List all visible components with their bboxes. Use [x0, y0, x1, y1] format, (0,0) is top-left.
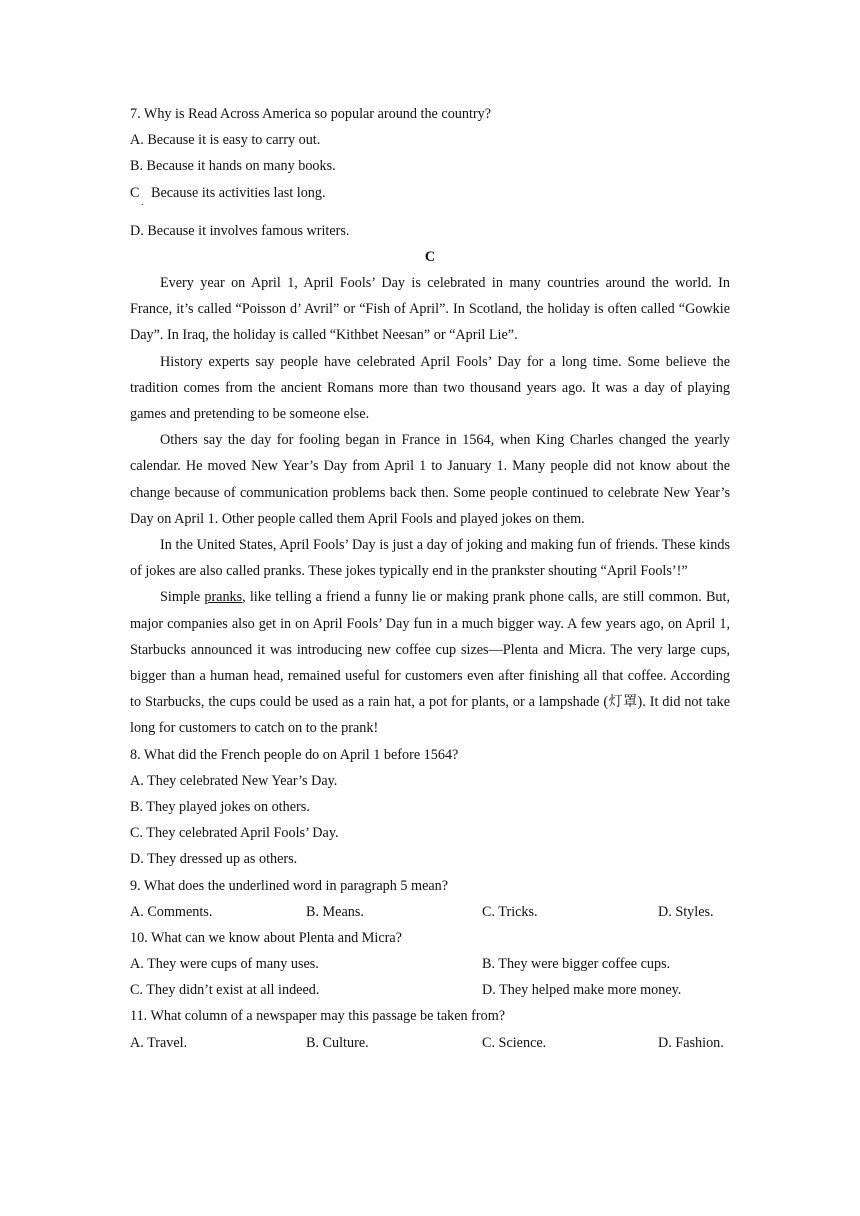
option-c-label: C	[130, 184, 140, 201]
question-10: 10. What can we know about Plenta and Micra?	[130, 929, 402, 946]
question-7-option-c	[130, 180, 730, 218]
question-7-option-a: A. Because it is easy to carry out.	[130, 132, 321, 149]
section-heading: C	[424, 248, 436, 265]
question-8-option-a: A. They celebrated New Year’s Day.	[130, 772, 338, 789]
question-10-option-c: C. They didn’t exist at all indeed.	[130, 982, 320, 999]
question-11-options	[130, 1030, 730, 1056]
passage-paragraph-5	[130, 584, 730, 741]
question-7-option-d: D. Because it involves famous writers.	[130, 222, 350, 239]
question-10-option-a: A. They were cups of many uses.	[130, 956, 319, 973]
paragraph-5-start: Simple	[160, 589, 205, 606]
question-9-options	[130, 899, 730, 925]
question-11-option-c: C. Science.	[482, 1034, 547, 1051]
question-11-option-a: A. Travel.	[130, 1034, 188, 1051]
question-8-option-b: B. They played jokes on others.	[130, 798, 310, 815]
passage-paragraph-1: Every year on April 1, April Fools’ Day is celebrated in many countries around the world. In France, it’s called “Poisson d’ Avril” or “Fish of April”. In Scotland, the holiday is often called “Gowkie Day”. In Iraq, the holiday is called “Kithbet Neesan” or “April Lie”.	[130, 274, 730, 344]
question-9: 9. What does the underlined word in paragraph 5 mean?	[130, 877, 449, 894]
passage-paragraph-2: History experts say people have celebrated April Fools’ Day for a long time. Some believe the tradition comes from the ancient Romans more than two thousand years ago. It was a day of playing games and pretending to be someone else.	[130, 353, 730, 422]
question-9-option-c: C. Tricks.	[482, 903, 538, 920]
question-10-options-row-2	[130, 977, 730, 1003]
question-8-option-c: C. They celebrated April Fools’ Day.	[130, 825, 339, 842]
question-8-option-d: D. They dressed up as others.	[130, 851, 298, 868]
passage-paragraph-4: In the United States, April Fools’ Day is just a day of joking and making fun of friends. These kinds of jokes are also called pranks. These jokes typically end in the prankster shouting “April Fools’!”	[130, 536, 730, 580]
option-c-text: Because its activities last long.	[151, 184, 326, 201]
question-8: 8. What did the French people do on April 1 before 1564?	[130, 746, 459, 763]
question-11: 11. What column of a newspaper may this passage be taken from?	[130, 1008, 506, 1025]
document-page	[130, 101, 730, 1056]
underlined-word: pranks	[204, 589, 243, 606]
question-7-option-b: B. Because it hands on many books.	[130, 158, 336, 175]
paragraph-5-rest: , like telling a friend a funny lie or making prank phone calls, are still common. But, major companies also get in on April Fools’ Day fun in a much bigger way. A few years ago, on April 1, Starbucks announced it was introducing new coffee cup sizes—Plenta and Micra. The very large cups, bigger than a human head, remained useful for customers even after finishing all that coffee. According to Starbucks, the cups could be used as a rain hat, a pot for plants, or a lampshade (灯罩). It did not take long for customers to catch on to the prank!	[130, 589, 730, 737]
question-9-option-d: D. Styles.	[658, 903, 714, 920]
question-10-option-d: D. They helped make more money.	[482, 982, 682, 999]
question-9-option-a: A. Comments.	[130, 903, 213, 920]
passage-paragraph-3: Others say the day for fooling began in France in 1564, when King Charles changed the yearly calendar. He moved New Year’s Day from April 1 to January 1. Many people did not know about the change because of communication problems back then. Some people continued to celebrate New Year’s Day on April 1. Other people called them April Fools and played jokes on them.	[130, 432, 730, 527]
question-7: 7. Why is Read Across America so popular around the country?	[130, 106, 492, 122]
question-9-option-b: B. Means.	[306, 903, 364, 920]
question-10-options-row-1	[130, 951, 730, 977]
question-11-option-d: D. Fashion.	[658, 1034, 724, 1051]
question-10-option-b: B. They were bigger coffee cups.	[482, 956, 671, 973]
question-11-option-b: B. Culture.	[306, 1034, 369, 1051]
option-c-dot: .	[141, 196, 144, 208]
